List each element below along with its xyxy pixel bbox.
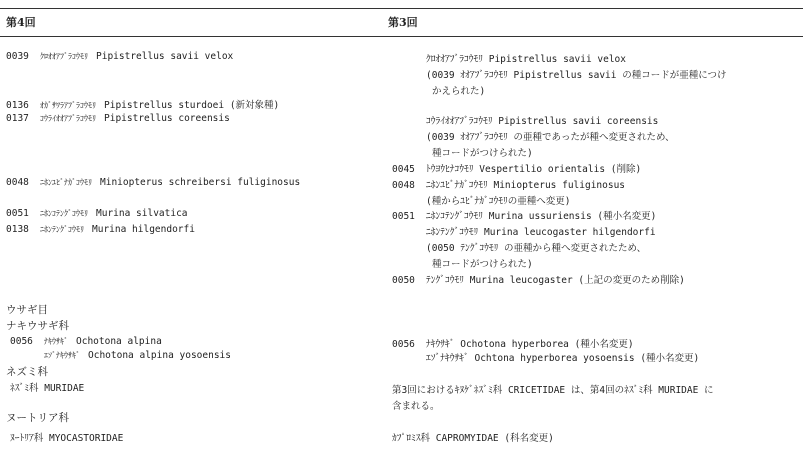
note-line: 第3回におけるｷﾇｹﾞﾈｽﾞﾐ科 CRICETIDAE は、第4回のﾈｽﾞﾐ科 MURIDAE に xyxy=(392,385,714,396)
note-line: かえられた) xyxy=(432,86,486,97)
family-line: ﾈｽﾞﾐ科 MURIDAE xyxy=(10,383,85,394)
list-item: ｴｿﾞﾅｷｳｻｷﾞ Ochotona alpina yosoensis xyxy=(44,350,231,361)
order-heading: ウサギ目 xyxy=(6,304,48,316)
list-item: 0051 ﾆﾎﾝｺﾃﾝｸﾞｺｳﾓﾘ Murina ussuriensis (種小名変更) xyxy=(392,211,657,222)
note-line: 種コードがつけられた) xyxy=(432,259,533,270)
list-item: ｸﾛｵｵｱﾌﾞﾗｺｳﾓﾘ Pipistrellus savii velox xyxy=(426,54,626,65)
header-rule xyxy=(0,36,803,37)
list-item: 0045 ﾄｳﾖｳﾋﾅｺｳﾓﾘ Vespertilio orientalis (削除) xyxy=(392,164,642,175)
header-4th: 第4回 xyxy=(6,16,36,29)
note-line: (種からﾕﾋﾞﾅｶﾞｺｳﾓﾘの亜種へ変更) xyxy=(426,196,571,207)
list-item: 0048 ﾆﾎﾝﾕﾋﾞﾅｶﾞｺｳﾓﾘ Miniopterus schreibersi fuliginosus xyxy=(6,177,301,188)
list-item: ｶﾌﾟﾛﾐｽ科 CAPROMYIDAE (科名変更) xyxy=(392,433,554,444)
header-3rd: 第3回 xyxy=(388,16,418,29)
note-line: (0039 ｵｵｱﾌﾞﾗｺｳﾓﾘ Pipistrellus savii の種コードが亜種につけ xyxy=(426,70,727,81)
list-item: 0136 ｵｶﾞｻﾜﾗｱﾌﾞﾗｺｳﾓﾘ Pipistrellus sturdoei (新対象種) xyxy=(6,100,280,111)
note-line: (0039 ｵｵｱﾌﾞﾗｺｳﾓﾘ の亜種であったが種へ変更されため、 xyxy=(426,132,675,143)
note-line: 種コードがつけられた) xyxy=(432,148,533,159)
family-line: ﾇｰﾄﾘｱ科 MYOCASTORIDAE xyxy=(10,433,124,444)
list-item: 0051 ﾆﾎﾝｺﾃﾝｸﾞｺｳﾓﾘ Murina silvatica xyxy=(6,208,188,219)
family-heading: ヌートリア科 xyxy=(6,412,69,424)
note-line: (0050 ﾃﾝｸﾞｺｳﾓﾘ の亜種から種へ変更されたため、 xyxy=(426,243,647,254)
list-item: ｺｳﾗｲｵｵｱﾌﾞﾗｺｳﾓﾘ Pipistrellus savii coreensis xyxy=(426,116,659,127)
family-heading: ネズミ科 xyxy=(6,366,48,378)
list-item: 0050 ﾃﾝｸﾞｺｳﾓﾘ Murina leucogaster (上記の変更のため削除) xyxy=(392,275,685,286)
list-item: 0039 ｸﾛｵｵｱﾌﾞﾗｺｳﾓﾘ Pipistrellus savii velox xyxy=(6,51,234,62)
list-item: 0056 ﾅｷｳｻｷﾞ Ochotona hyperborea (種小名変更) xyxy=(392,339,634,350)
family-heading: ナキウサギ科 xyxy=(6,320,69,332)
list-item: ﾆﾎﾝﾃﾝｸﾞｺｳﾓﾘ Murina leucogaster hilgendorfi xyxy=(426,227,656,238)
list-item: ｴｿﾞﾅｷｳｻｷﾞ Ochtona hyperborea yosoensis (種小名変更) xyxy=(426,353,700,364)
list-item: 0048 ﾆﾎﾝﾕﾋﾞﾅｶﾞｺｳﾓﾘ Miniopterus fuliginosus xyxy=(392,180,626,191)
top-rule xyxy=(0,8,803,9)
list-item: 0137 ｺｳﾗｲｵｵｱﾌﾞﾗｺｳﾓﾘ Pipistrellus coreensis xyxy=(6,113,230,124)
list-item: 0138 ﾆﾎﾝﾃﾝｸﾞｺｳﾓﾘ Murina hilgendorfi xyxy=(6,224,195,235)
note-line: 含まれる。 xyxy=(392,401,440,412)
list-item: 0056 ﾅｷｳｻｷﾞ Ochotona alpina xyxy=(10,336,162,347)
